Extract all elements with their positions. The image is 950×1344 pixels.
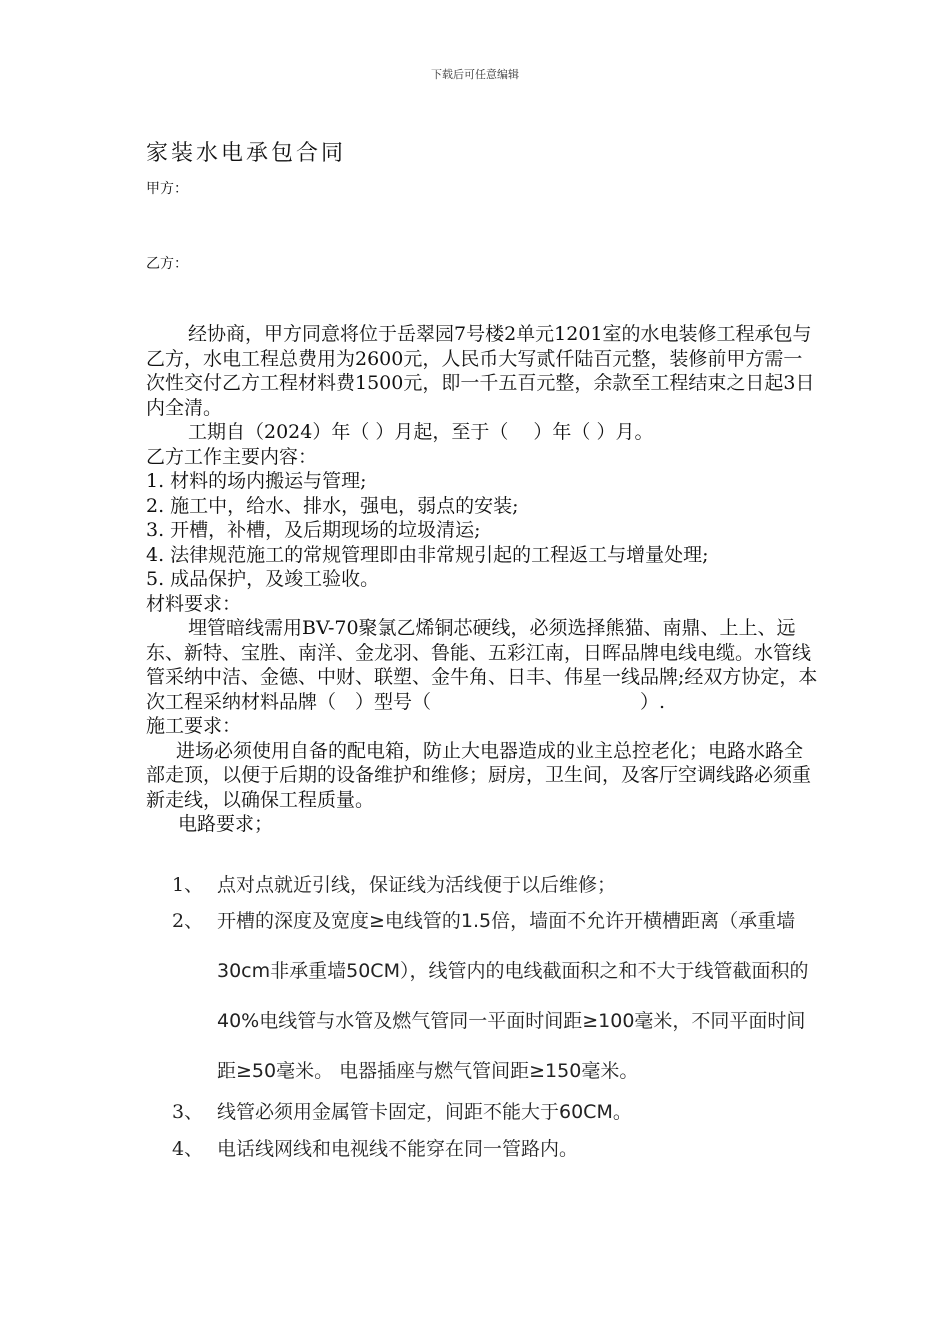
work-item: 2. 施工中，给水、排水，强电，弱点的安装; — [146, 494, 519, 517]
party-a-label: 甲方： — [146, 181, 188, 197]
list-item-number: 2、 — [172, 910, 204, 932]
work-content-heading: 乙方工作主要内容： — [146, 445, 318, 468]
material-heading: 材料要求： — [146, 592, 242, 615]
construction-period: 工期自（2024）年（ ）月起，至于（ ）年（ ）月。 — [188, 421, 654, 443]
circuit-requirements-list — [172, 870, 812, 1166]
list-item — [172, 1132, 812, 1166]
construction-requirements: 进场必须使用自备的配电箱，防止大电器造成的业主总控老化；电路水路全部走顶，以便于后期的设备维护和维修；厨房，卫生间，及客厅空调线路必须重新走线，以确保工程质量。 — [146, 739, 812, 811]
list-item — [172, 1092, 812, 1132]
list-item-number: 3、 — [172, 1101, 204, 1123]
circuit-heading: 电路要求； — [178, 813, 274, 835]
work-item: 3. 开槽，补槽，及后期现场的垃圾清运; — [146, 519, 481, 541]
list-item-number: 1、 — [172, 874, 204, 896]
contract-body — [146, 322, 818, 837]
list-item-text: 线管必须用金属管卡固定，间距不能大于60CM。 — [217, 1101, 632, 1123]
work-item: 5. 成品保护，及竣工验收。 — [146, 568, 380, 590]
page-header-note: 下载后可任意编辑 — [431, 68, 519, 81]
list-item-number: 4、 — [172, 1138, 204, 1160]
list-item-text: 开槽的深度及宽度≥电线管的1.5倍，墙面不允许开横槽距离（承重墙30cm非承重墙50CM），线管内的电线截面积之和不大于线管截面积的40%电线管与水管及燃气管同一平面时间距≥100毫米，不同平面时间距≥50毫米。 电器插座与燃气管间距≥150毫米。 — [217, 910, 809, 1082]
list-item-text: 点对点就近引线，保证线为活线便于以后维修； — [217, 874, 617, 896]
construction-heading: 施工要求： — [146, 715, 242, 737]
work-item: 1. 材料的场内搬运与管理; — [146, 470, 367, 492]
list-item — [172, 896, 812, 1096]
work-item: 4. 法律规范施工的常规管理即由非常规引起的工程返工与增量处理; — [146, 543, 709, 566]
list-item-text: 电话线网线和电视线不能穿在同一管路内。 — [217, 1138, 579, 1160]
document-title: 家装水电承包合同 — [146, 141, 347, 166]
intro-paragraph: 经协商，甲方同意将位于岳翠园7号楼2单元1201室的水电装修工程承包与乙方，水电工程总费用为2600元，人民币大写贰仟陆百元整，装修前甲方需一次性交付乙方工程材料费1500元，即一千五百元整，余款至工程结束之日起3日内全清。 — [146, 323, 815, 419]
party-b-label: 乙方： — [146, 256, 188, 272]
material-requirements: 埋管暗线需用BV-70聚氯乙烯铜芯硬线，必须选择熊猫、南鼎、上上、远东、新特、宝胜、南洋、金龙羽、鲁能、五彩江南，日晖品牌电线电缆。水管线管采纳中洁、金德、中财、联塑、金牛角、日丰、伟星一线品牌;经双方协定，本次工程采纳材料品牌（ ）型号（ ）. — [146, 617, 818, 713]
